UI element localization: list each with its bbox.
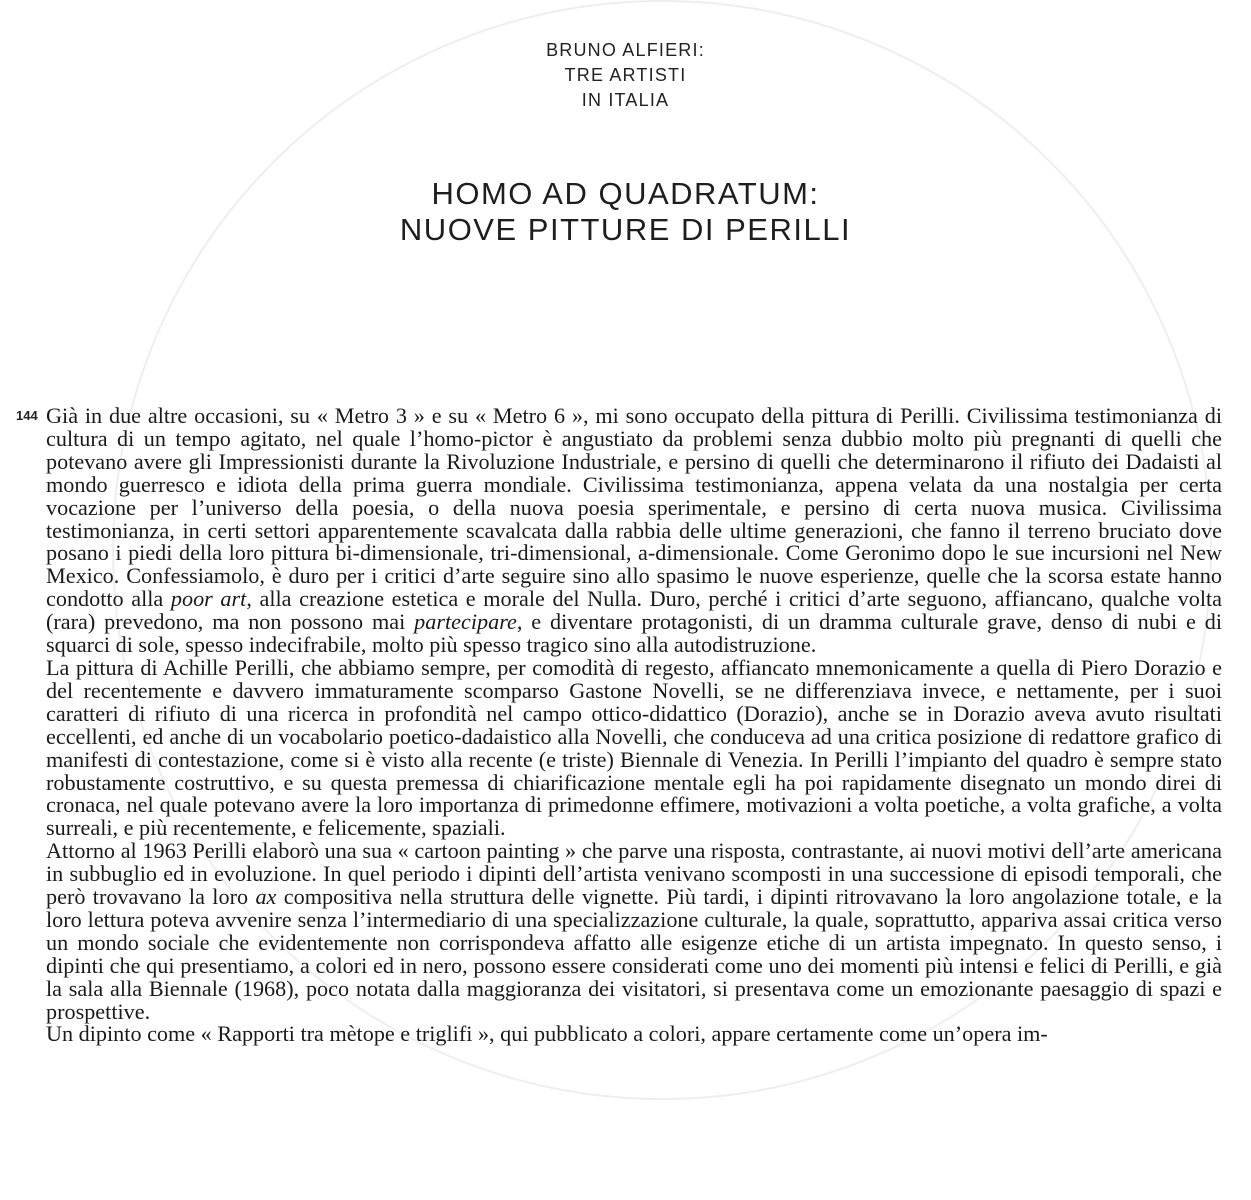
article-body: [46, 405, 1222, 1046]
paragraph: [46, 405, 1222, 657]
paragraph: [46, 840, 1222, 1023]
italic-term: partecipare: [414, 609, 517, 635]
kicker-line-series: TRE ARTISTI: [564, 65, 687, 85]
page-number: 144: [16, 408, 38, 423]
kicker-line-author: BRUNO ALFIERI:: [546, 40, 705, 60]
italic-term: ax: [255, 884, 277, 910]
paragraph: [46, 1023, 1222, 1046]
text-run: , e diventare protagonisti, di un dramma culturale grave, denso di nubi e di squarci di sole, spesso indecifrabile, molto più spesso tragico sino alla autodistruzione.: [46, 609, 1222, 658]
article-title: [0, 176, 1251, 248]
paragraph: [46, 654, 1222, 841]
text-run: Attorno al 1963 Perilli elaborò una sua « cartoon painting » che parve una risposta, contrastante, ai nuovi motivi dell’arte americana in subbuglio ed in evoluzione. In quel periodo i dipinti dell’artista venivano scomposti in una successione di episodi temporali, che però trovavano la loro: [46, 838, 1222, 910]
text-run: compositiva nella struttura delle vignette. Più tardi, i dipinti ritrovavano la loro angolazione totale, e la loro lettura poteva avvenire senza l’intermediario di una specializzazione culturale, la quale, soprattutto, appariva assai critica verso un mondo sociale che evidentemente non corrispondeva affatto alle esigenze etiche di un artista impegnato. In questo senso, i dipinti che qui presentiamo, a colori ed in nero, possono essere considerati come uno dei momenti più intensi e felici di Perilli, e già la sala alla Biennale (1968), poco notata dalla maggioranza dei visitatori, si presentava come un emozionante paesaggio di spazi e prospettive.: [46, 884, 1222, 1024]
article-title-line-1: HOMO AD QUADRATUM:: [431, 176, 820, 211]
kicker-line-place: IN ITALIA: [581, 90, 670, 110]
article-title-line-2: NUOVE PITTURE DI PERILLI: [399, 212, 852, 247]
italic-term: poor art: [170, 586, 247, 612]
kicker: [0, 38, 1251, 113]
text-run: Un dipinto come « Rapporti tra mètope e triglifi », qui pubblicato a colori, appare certamente come un’opera im-: [46, 1021, 1048, 1047]
text-run: La pittura di Achille Perilli, che abbiamo sempre, per comodità di regesto, affiancato mnemonicamente a quella di Piero Dorazio e del recentemente e davvero immaturamente scomparso Gastone Novelli, se ne differenziava invece, e nettamente, per i suoi caratteri di rifiuto di una ricerca in profondità nel campo ottico-didattico (Dorazio), anche se in Dorazio aveva avuto risultati eccellenti, ed anche di un vocabolario poetico-dadaistico alla Novelli, che conduceva ad una critica posizione di redattore grafico di manifesti di contestazione, come si è visto alla recente (e triste) Biennale di Venezia. In Perilli l’impianto del quadro è sempre stato robustamente costruttivo, e su questa premessa di chiarificazione mentale egli ha poi rapidamente disegnato un mondo direi di cronaca, nel quale potevano avere la loro importanza di primedonne effimere, motivazioni a volta poetiche, a volta grafiche, a volta surreali, e più recentemente, e felicemente, spaziali.: [46, 654, 1222, 841]
text-run: , alla creazione estetica e morale del Nulla. Duro, perché i critici d’arte seguono, affiancano, qualche volta (rara) prevedono, ma non possono mai: [46, 586, 1223, 635]
text-run: Già in due altre occasioni, su « Metro 3 » e su « Metro 6 », mi sono occupato della pittura di Perilli. Civilissima testimonianza di cultura di un tempo agitato, nel quale l’homo-pictor è angustiato da problemi senza dubbio molto più pregnanti di quelli che potevano avere gli Impressionisti durante la Rivoluzione Industriale, e persino di quelli che determinarono il rifiuto dei Dadaisti al mondo guerresco e idiota della prima guerra mondiale. Civilissima testimonianza, appena velata da una nostalgia per certa vocazione per l’universo della poesia, o della nuova poesia sperimentale, e persino di certa nuova musica. Civilissima testimonianza, in certi settori apparentemente scavalcata dalla rabbia delle ultime generazioni, che fanno il terreno bruciato dove posano i piedi della loro pittura bi-dimensionale, tri-dimensional, a-dimensionale. Come Geronimo dopo le sue incursioni nel New Mexico. Confessiamolo, è duro per i critici d’arte seguire sino allo spasimo le nuove esperienze, quelle che la scorsa estate hanno condotto alla: [46, 403, 1222, 612]
